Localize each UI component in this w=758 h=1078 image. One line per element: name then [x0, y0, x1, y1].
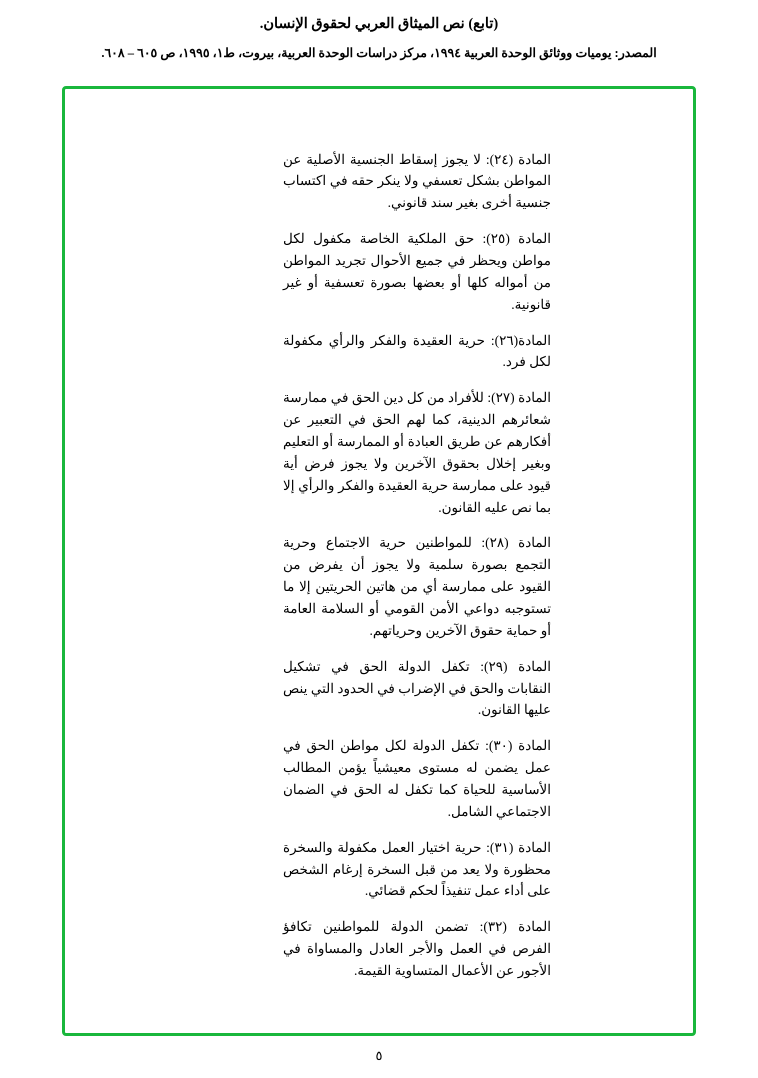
- article-27: المادة (٢٧): للأفراد من كل دين الحق في ممارسة شعائرهم الدينية، كما لهم الحق في التعبير عن أفكارهم عن طريق العبادة أو الممارسة أو التعليم وبغير إخلال بحقوق الآخرين ولا يجوز فرض أية قيود على ممارسة حرية العقيدة والفكر والرأي إلا بما نص عليه القانون.: [283, 390, 551, 515]
- article-25: المادة (٢٥): حق الملكية الخاصة مكفول لكل مواطن ويحظر في جميع الأحوال تجريد المواطن من أمواله كلها أو بعضها بصورة تعسفية أو غير قانونية.: [283, 231, 551, 312]
- article-31: المادة (٣١): حرية اختيار العمل مكفولة والسخرة محظورة ولا يعد من قبل السخرة إرغام الشخص على أداء عمل تنفيذاً لحكم قضائي.: [283, 839, 551, 899]
- document-header: [0, 0, 758, 63]
- article-30: المادة (٣٠): تكفل الدولة لكل مواطن الحق في عمل يضمن له مستوى معيشياً يؤمن المطالب الأساسية للحياة كما تكفل له الحق في الضمان الاجتماعي الشامل.: [283, 738, 551, 819]
- page-title: (تابع) نص الميثاق العربي لحقوق الإنسان.: [259, 16, 499, 32]
- articles-container: [283, 135, 551, 982]
- article-24: المادة (٢٤): لا يجوز إسقاط الجنسية الأصلية عن المواطن بشكل تعسفي ولا ينكر حقه في اكتساب جنسية أخرى بغير سند قانوني.: [283, 151, 551, 211]
- source-line: المصدر: يوميات ووثائق الوحدة العربية ١٩٩٤، مركز دراسات الوحدة العربية، بيروت، ط١، ١٩٩٥، ص ٦٠٥ – ٦٠٨.: [101, 46, 657, 61]
- article-28: المادة (٢٨): للمواطنين حرية الاجتماع وحرية التجمع بصورة سلمية ولا يجوز أن يفرض من القيود على ممارسة أي من هاتين الحريتين إلا ما تستوجبه دواعي الأمن القومي أو السلامة العامة أو حماية حقوق الآخرين وحرياتهم.: [283, 535, 551, 638]
- article-29: المادة (٢٩): تكفل الدولة الحق في تشكيل النقابات والحق في الإضراب في الحدود التي ينص عليها القانون.: [283, 658, 551, 718]
- article-26: المادة(٢٦): حرية العقيدة والفكر والرأي مكفولة لكل فرد.: [283, 332, 551, 370]
- page-number: ٥: [375, 1048, 383, 1063]
- content-frame: [62, 86, 696, 1036]
- article-32: المادة (٣٢): تضمن الدولة للمواطنين تكافؤ الفرص في العمل والأجر العادل والمساواة في الأجور عن الأعمال المتساوية القيمة.: [283, 919, 551, 978]
